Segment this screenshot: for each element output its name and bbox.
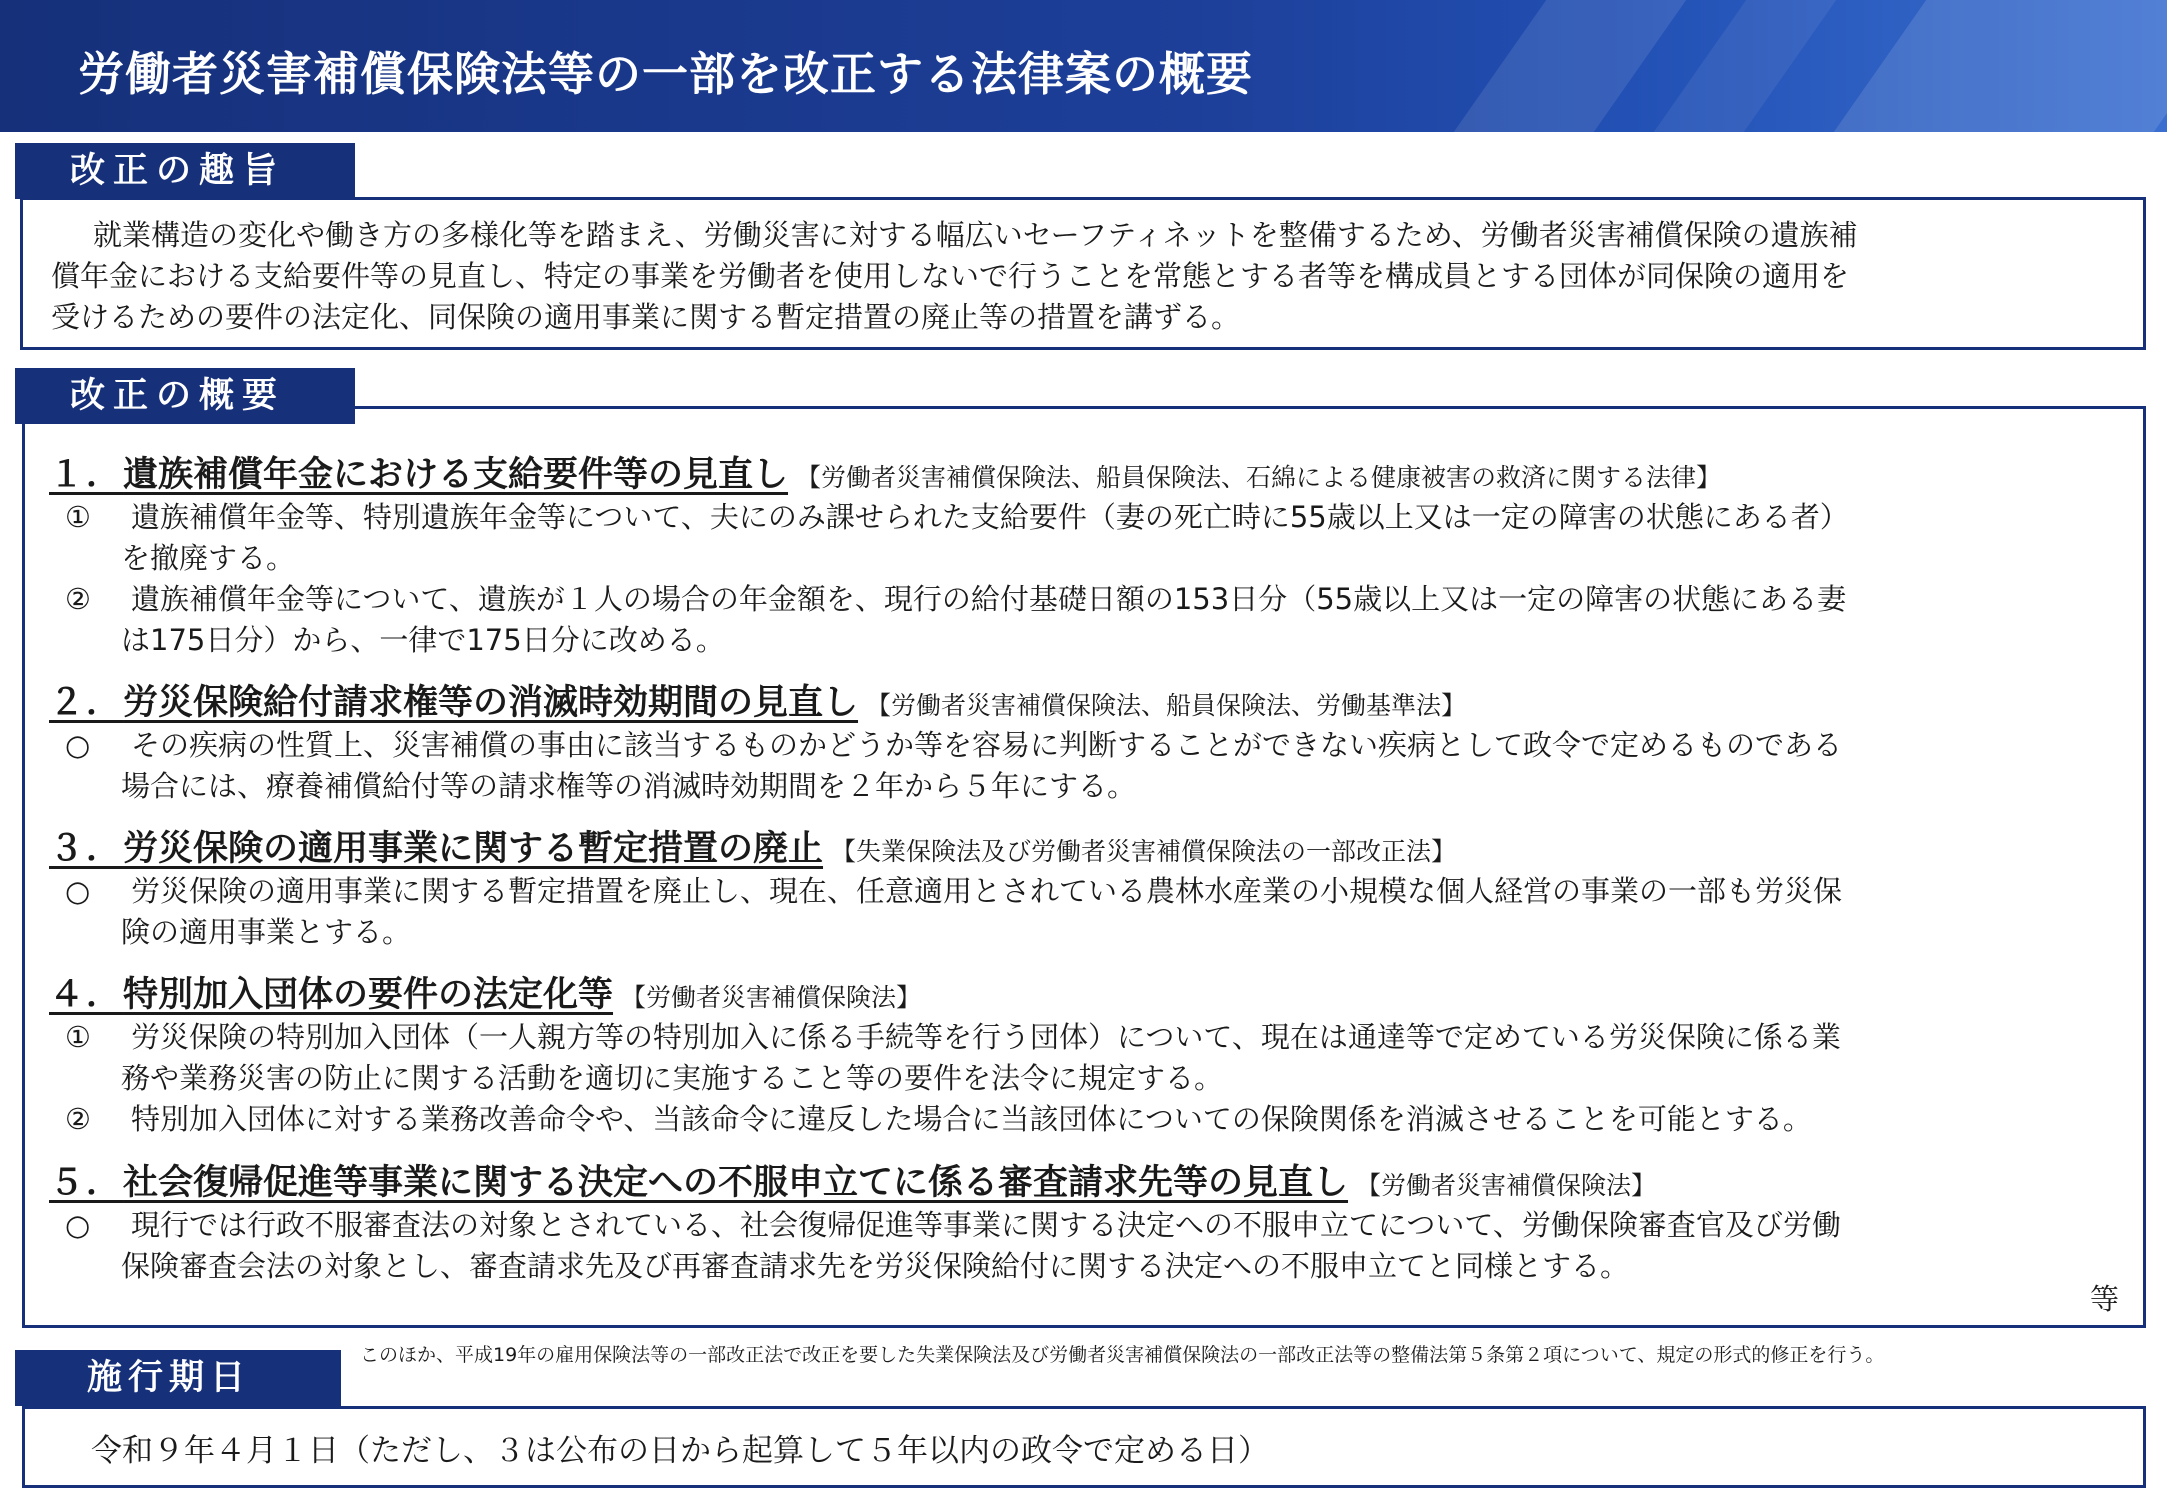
overview-label: 改正の概要 xyxy=(15,368,355,424)
item-marker: ○ xyxy=(65,728,91,762)
list-item: ○ 現行では行政不服審査法の対象とされている、社会復帰促進等事業に関する決定への不服申立てについて、労働保険審査官及び労働 保険審査会法の対象とし、審査請求先及び再審査請求先を労災保険給付に関する決定への不服申立てと同様とする。 xyxy=(65,1205,2145,1287)
page-title: 労働者災害補償保険法等の一部を改正する法律案の概要 xyxy=(78,47,1253,101)
effective-date-text: 令和９年４月１日（ただし、３は公布の日から起算して５年以内の政令で定める日） xyxy=(91,1433,1269,1469)
list-item: ○ その疾病の性質上、災害補償の事由に該当するものかどうか等を容易に判断することができない疾病として政令で定めるものである 場合には、療養補償給付等の請求権等の消滅時効期間を２年から５年にする。 xyxy=(65,725,2145,807)
purpose-box xyxy=(20,197,2146,350)
effective-box xyxy=(22,1406,2146,1488)
list-item: ② 特別加入団体に対する業務改善命令や、当該命令に違反した場合に当該団体についての保険関係を消滅させることを可能とする。 xyxy=(65,1099,2145,1140)
item-marker: ○ xyxy=(65,1208,91,1242)
section-5-heading: ５．社会復帰促進等事業に関する決定への不服申立てに係る審査請求先等の見直し 【労働者災害補償保険法】 xyxy=(49,1163,1657,1203)
overview-box xyxy=(22,406,2146,1328)
list-item: ① 労災保険の特別加入団体（一人親方等の特別加入に係る手続等を行う団体）について、現在は通達等で定めている労災保険に係る業 務や業務災害の防止に関する活動を適切に実施すること等の要件を法令に規定する。 xyxy=(65,1017,2145,1099)
header-banner xyxy=(0,0,2167,132)
list-item: ② 遺族補償年金等について、遺族が１人の場合の年金額を、現行の給付基礎日額の153日分（55歳以上又は一定の障害の状態にある妻 は175日分）から、一律で175日分に改める。 xyxy=(65,579,2145,661)
effective-label: 施行期日 xyxy=(15,1350,341,1406)
item-marker: ② xyxy=(65,582,91,616)
item-marker: ① xyxy=(65,1020,91,1054)
header-stripe xyxy=(1654,0,1836,132)
header-stripe xyxy=(1834,0,2167,132)
section-4-heading: ４．特別加入団体の要件の法定化等 【労働者災害補償保険法】 xyxy=(49,975,922,1015)
footnote: このほか、平成19年の雇用保険法等の一部改正法で改正を要した失業保険法及び労働者災害補償保険法の一部改正法等の整備法第５条第２項について、規定の形式的修正を行う。 xyxy=(360,1344,1885,1366)
section-3-heading: ３．労災保険の適用事業に関する暫定措置の廃止 【失業保険法及び労働者災害補償保険法の一部改正法】 xyxy=(49,829,1457,869)
list-item: ① 遺族補償年金等、特別遺族年金等について、夫にのみ課せられた支給要件（妻の死亡時に55歳以上又は一定の障害の状態にある者） を撤廃する。 xyxy=(65,497,2145,579)
etc-mark: 等 xyxy=(2089,1282,2119,1316)
item-marker: ① xyxy=(65,500,91,534)
purpose-text: 就業構造の変化や働き方の多様化等を踏まえ、労働災害に対する幅広いセーフティネットを整備するため、労働者災害補償保険の遺族補 償年金における支給要件等の見直し、特定の事業を労働者を使用しないで行うことを常態とする者等を構成員とする団体が同保険の適用を 受けるための要件の法定化、同保険の適用事業に関する暫定措置の廃止等の措置を講ずる。 xyxy=(51,218,1858,334)
list-item: ○ 労災保険の適用事業に関する暫定措置を廃止し、現在、任意適用とされている農林水産業の小規模な個人経営の事業の一部も労災保 険の適用事業とする。 xyxy=(65,871,2145,953)
header-stripe xyxy=(1454,0,1686,132)
item-marker: ○ xyxy=(65,874,91,908)
section-1-heading: １．遺族補償年金における支給要件等の見直し 【労働者災害補償保険法、船員保険法、石綿による健康被害の救済に関する法律】 xyxy=(49,455,1722,495)
purpose-label: 改正の趣旨 xyxy=(15,143,355,199)
item-marker: ② xyxy=(65,1102,91,1136)
section-2-heading: ２．労災保険給付請求権等の消滅時効期間の見直し 【労働者災害補償保険法、船員保険法、労働基準法】 xyxy=(49,683,1467,723)
